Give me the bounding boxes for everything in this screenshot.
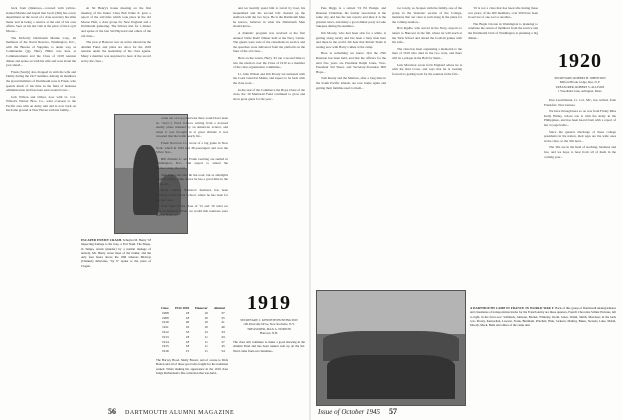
table-cell: 1911 (162, 325, 169, 330)
table-cell: 10 (204, 325, 208, 330)
paragraph: The Perfectly Dartmouth Marine Corp, all members of the Naval Reserve, Washington, D.C., with the Bureau of Supplies, is under way as Commander (jg). Harry Hiller was here at Commencement and the Class of 1918 reunion dinner and spoke on with his wife and sons about the year ahead... (6, 35, 76, 68)
right-col-1 (316, 6, 386, 286)
table-cell: 37 (221, 310, 225, 315)
secretary-name: SECRETARY, J. KENNETH HUNTINGTON (240, 318, 298, 322)
caption-heading: ESCAPED ENEMY CRASH. (81, 238, 122, 242)
paragraph: Here on the Green, Harry '45 ran a second time to win the election over the Class of 1919 as a member of the class organisation committee... (233, 55, 305, 70)
table-body (158, 311, 228, 354)
table-cell: 1914 (161, 339, 169, 344)
table-cell: 11 (204, 339, 208, 344)
paragraph: Frank Norcross Co. wrote of a big game in New York, which in 1943 had 48 passengers and won the Silver Star... (156, 140, 228, 155)
photo-caption (81, 238, 151, 268)
text-block (233, 6, 305, 101)
paragraph: Here is something we know: that the 25th Reunion has been held, and that the officers for the next five years are President Ralph Jones, Vice-President Sid Shear, and Secretary-Treasurer Bill Hope... (316, 51, 386, 74)
paragraph: Tom Ready and the Marines, after a long time in the South Pacific islands, are now home again and getting their families used to them... (316, 76, 386, 90)
paragraph: At Sir Henry's house meeting on the first meeting of the Junior Class Bob Kline Jr. gave a report of the activities which took place in the old Moose Hall, a class group for New England and a Dartmouth gathering. The fellows met for a dinner and spoke of the late Sid Hayward and others of the old class... (81, 6, 151, 38)
photo-caption (470, 306, 616, 327)
secretary-address: Milford Brook Lodge, Rye, N.Y. (559, 80, 601, 85)
table-cell: 11 (204, 344, 208, 349)
right-col-4 (544, 98, 616, 286)
table-cell: 45 (221, 344, 225, 349)
paragraph: Since the general discharge of three college presidents in the nation, their ages are the wide ones in the class, so the '20s have... (544, 129, 616, 143)
table-cell: 25 (221, 315, 225, 320)
paragraph: Sam Fuller has also hit the road, but as sidelights from the Army camp shows he has a good time in the Texas air... (156, 172, 228, 186)
treasurer-address: 1 Woodland Lane, Arlington, Mass. (557, 88, 603, 93)
photo-front-row (327, 355, 455, 399)
left-col-3-bottom (156, 358, 228, 375)
table-cell: 18 (185, 344, 190, 349)
table-cell: 18 (185, 339, 190, 344)
paragraph: The '20s are in the field of teaching, business and law, and we hope to hear from all of them in the coming year... (544, 145, 616, 159)
issue-line: Issue of October 1945 (318, 408, 381, 416)
table-cell: 10 (204, 310, 208, 315)
class-attendance-table (158, 306, 228, 354)
text-block (156, 116, 228, 218)
caption-heading: A DARTMOUTH CAMP IN FRANCE IN WORLD WAR I: (470, 306, 555, 310)
paragraph: Pete Diggs is a retired '19 Ed Ensign, and Reunion Chairman, his former association is the same city and has his last reports and then it is the greatest news, and many a good dinner party at Lake Sunapee during the summer... (316, 6, 386, 29)
left-col-4-bottom (233, 340, 305, 353)
paragraph: too lovely, as Jacques with the family, one of the group in the Veterans' section of the College, mentions that our class is well along in the plans for the coming reunion... (392, 6, 462, 24)
table-cell: 1912 (161, 329, 169, 334)
paragraph: A dramatic program was received at the first Annual 'Little Dads' Dinner held at the Navy Center. The guests were sons of the classmates in service and the speeches were delivered from the platform on the lines of the old class... (233, 30, 305, 54)
right-col-2 (392, 6, 462, 286)
table-cell: 10 (204, 320, 208, 325)
table-cell: 12 (204, 329, 208, 334)
paragraph: The Harvey Hood, Molly Brown, and of course to Dick Bolton and all of those good who fought for the transition earned. When making his appearance in the 1919 class Judge Richardson's fine collection that was held... (156, 358, 228, 375)
paragraph: come out on top (otherwise there would have been no "story"). Word follows writing from a downed enemy plane manned by an American aviator, and when it was brought in at great altitude it was revealed that the bomb nearly hit... (156, 116, 228, 139)
paragraph: The year at Hanover saw an active interest in the Alumni Fund, and plans are afoot for the 1918 reunion under the leadership of the class agents. Many a member was surprised to hear of the record set by the class... (81, 40, 151, 63)
table-cell: 1916 (161, 349, 169, 354)
paragraph: back from (Okinawa—covered with yellow-stained Marine and hoped that Jacob (Jim) has a new department on the wood of a class secretary his alma mater and in being a reserve at the end of his own affairs. Sees on his last visit at the place of the Loyal Moose... (6, 6, 76, 33)
right-footer (318, 407, 397, 416)
paragraph: The class still continues to make a good showing in the Alumni Fund and has been ranked well up on the list. Word came from our classmate... (233, 340, 305, 353)
paragraph: Dan Leuchtmann, Lt. Col. MC, has written from Frankfort, New Guinea. (544, 98, 616, 107)
paragraph: and we heartily spent him to travel by boat, his bequeathed and his second ball cleaned up the Ashborn with the two boys. He is the Dartmouth Men he knows, believes in what the Dartmouth Men should know... (233, 6, 305, 29)
table-header: Hanover (195, 306, 208, 310)
paragraph: Lt. John Wilson and Jim Prouty are stationed with the Coast Guard in Maine, and expect to be back with the class soon... (233, 71, 305, 85)
paragraph: The class has been organizing a memorial to the men of 1919 who died in the two wars, and there will be a plaque in the Hall for them... (392, 46, 462, 60)
photo-sky (317, 291, 465, 334)
table-cell: 54 (221, 349, 225, 354)
table-cell: 43 (221, 334, 225, 339)
table-cell: 16 (185, 325, 190, 330)
left-col-3 (156, 6, 228, 306)
treasurer-address: Hanover, N.H. (259, 330, 279, 335)
table-cell: 10 (204, 315, 208, 320)
table-cell: 18 (185, 315, 190, 320)
table-cell: 1915 (161, 344, 169, 349)
secretary-address: 109 Riverside Drive, New Rochelle, N.Y. (243, 322, 295, 327)
text-block (81, 6, 151, 63)
table-cell: 18 (185, 334, 190, 339)
paragraph: Jim Moody, who had been sick for a while, is getting along nicely and has been a busy man here and there in the world. We hear that Robert Slade is resting now with Harry Cullen at the camp. (316, 30, 386, 49)
table-cell: 34 (221, 329, 225, 334)
class-officers (233, 318, 305, 335)
page-number: 56 (108, 407, 116, 416)
table-cell: 21 (221, 320, 225, 325)
text-block (544, 98, 616, 159)
class-officers (544, 76, 616, 93)
right-col-3 (468, 6, 538, 286)
table-cell: 18 (185, 310, 190, 315)
text-block (6, 6, 76, 113)
table-header: Class (161, 306, 169, 310)
page-number: 57 (389, 407, 398, 416)
left-footer (108, 407, 234, 416)
class-year-heading-1919: 1919 (247, 292, 291, 314)
page-gutter (309, 0, 311, 420)
paragraph: The Bugle Chorus in Washington is planning to celebrate the return of members from the service and the Dartmouth Club of Washington is planning a big dinner... (468, 21, 538, 40)
paragraph: Bill Zirinski Jr. and Frank Gerbing are settled in Washington, D.C., and expect to attend the Homecoming this fall... (156, 156, 228, 170)
table-cell: 33 (185, 329, 190, 334)
table-header: Alumni (213, 306, 225, 310)
text-block (468, 6, 538, 40)
photo-dartmouth-camp-france (316, 290, 466, 406)
table-cell: 11 (204, 349, 208, 354)
paragraph: Jack Morrison wrote from England where he is with the Red Cross, and says that he is looking forward to getting back for the reunion in the fall... (392, 62, 462, 76)
table-cell: 15 (185, 349, 190, 354)
left-col-1 (6, 6, 76, 404)
table-cell: 11 (204, 334, 208, 339)
caption-text: Schuyler M. Henry '18 inspecting damage to his Jeep, a Fort Nash. The Sheep, in Tampa, struck (murder) by a normal manage of nobody. Mr. Henry wrote most of the rudder, and the only four hours above the 18th whereas Midway (Channel) deliveries, "by it" spoke to the press of Clogen. (81, 238, 152, 268)
class-year-heading-1920: 1920 (558, 50, 602, 72)
right-page (316, 6, 618, 412)
left-page (6, 6, 306, 412)
paragraph: Jack Wilson and Oliver, now with Lt. Col. Wilson's Warner Bros. Co., went overseas to the Pacific area with an Army unit and is now back on his home ground at New Haven with his family... (6, 94, 76, 113)
table-cell: 40 (221, 325, 225, 330)
table-cell: 27 (221, 339, 225, 344)
table-cell: 1913 (161, 334, 169, 339)
table-cell: 1910 (161, 320, 169, 325)
left-col-4 (233, 6, 305, 288)
table-row (158, 349, 228, 354)
paragraph: Your 'best' of the class of '15 and '19 what we were in Hanover? Well, we would that reunions were held in Hanover. (156, 204, 228, 218)
paragraph: Frank (Sandy) also dropped in with his wife and family during the 1917 summer. Among its members the proud members of Dartmouth sons is Frank, who spends much of his time in the field of business administration and has been seen around town... (6, 69, 76, 93)
paragraph: Bob Ingalls, who served in the Navy, expects to return to Hanover in the fall, where he will teach at the Tuck School and attend the football games with his wife... (392, 26, 462, 45)
caption-text: Back of this group of Dartmouth undergraduates and classmates of transportation trucks for the French Army are these quarters, French Chocolate Schutz Pictures, left to right, in the front row: Schmuck, Johnson, Beckel, Whiteley, Dodd, Jones, Walsh, Smith, Morrison; in the back row: Prouty, Kernochan, Lawson, Trask, Burnham, Pritchett, Hale, Jackson, Mathey, Baker, Stevens, Lake, Marsh, Moody, Mack, Bells and others of the camp unit. (470, 306, 616, 328)
table-header: 1944 1945 (174, 306, 190, 310)
table-cell: 1908 (161, 310, 169, 315)
paragraph: Harry Abbott, Barbara's husband, has been studying at the Naval School, where he has been for the last year... (156, 188, 228, 202)
text-block (392, 6, 462, 76)
paragraph: '19 is not a class that has been idle during these war years; of the 400 members, over 200 have been in service of one sort or another... (468, 6, 538, 20)
treasurer-name: TREASURER, ROBERT S. ALLISON (555, 84, 605, 89)
treasurer-name: TREASURER, MAX A. NORTON (247, 326, 291, 331)
paragraph: We have through here so on was from Friday Miss Kelly Hailey, whose son is with the Army in the Philippines, and has been heard from with a report of her voyage home... (544, 109, 616, 127)
table-cell: 26 (185, 320, 190, 325)
magazine-title: DARTMOUTH ALUMNI MAGAZINE (125, 410, 235, 416)
secretary-name: SECRETARY, ROBERT B. JOHNSTON (554, 76, 606, 80)
paragraph: In the seat of the Commerce the Hope Chest of the class, the '19 Memorial Fund continued to grow and show great gains for the year... (233, 87, 305, 101)
text-block (316, 6, 386, 90)
table-cell: 1909 (161, 315, 169, 320)
